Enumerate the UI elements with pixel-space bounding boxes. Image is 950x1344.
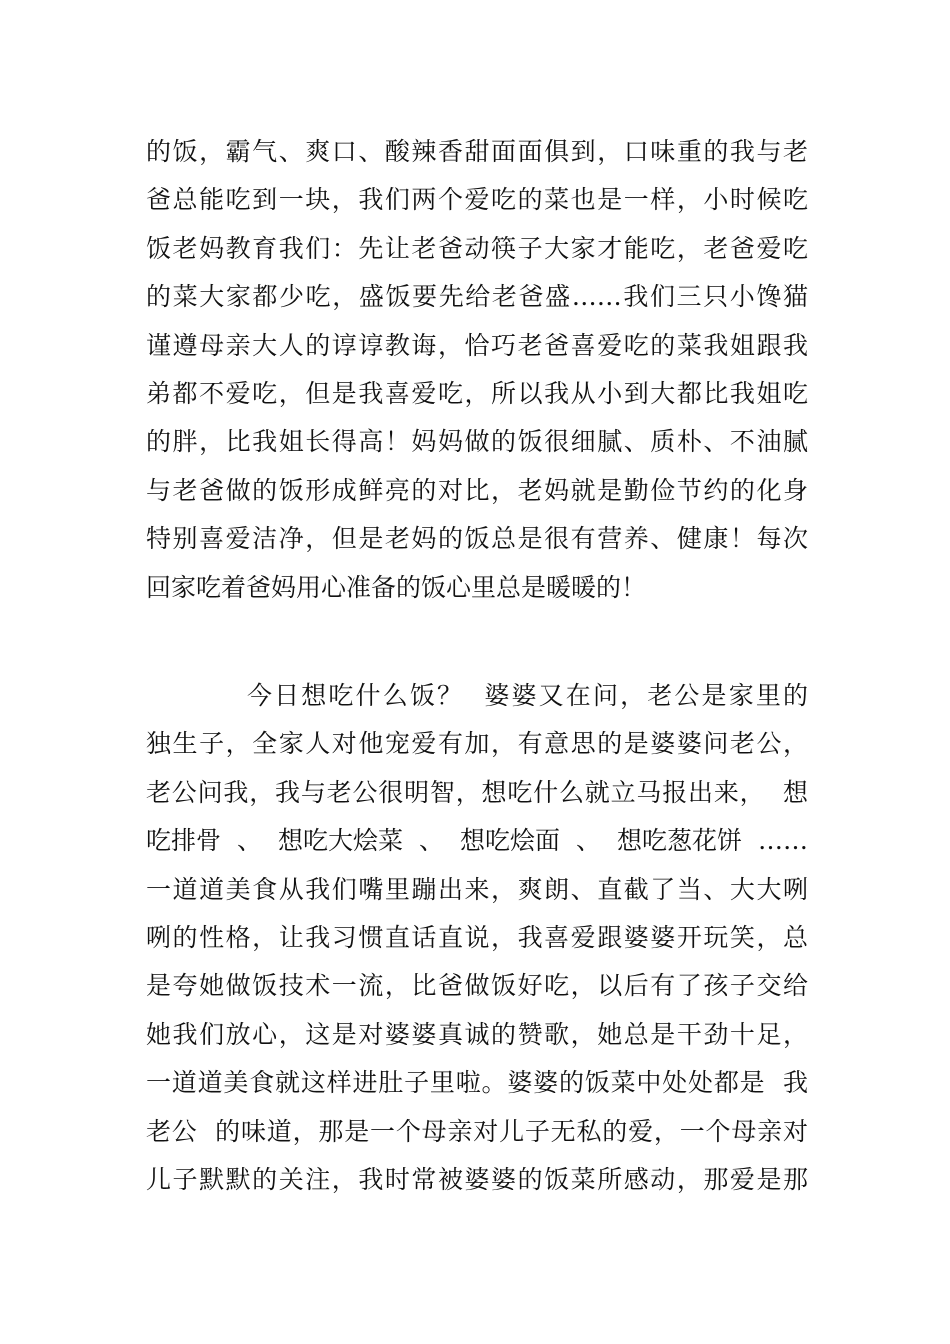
text-line: 的菜大家都少吃，盛饭要先给老爸盛……我们三只小馋猫 [146, 282, 808, 312]
text-line: 独生子，全家人对他宠爱有加，有意思的是婆婆问老公， [146, 729, 808, 759]
text-line: 弟都不爱吃，但是我喜爱吃，所以我从小到大都比我姐吃 [146, 378, 808, 408]
paragraph-1 [146, 128, 808, 612]
text-line: 她我们放心，这是对婆婆真诚的赞歌，她总是干劲十足， [146, 1019, 808, 1049]
text-line: 老公问我，我与老公很明智，想吃什么就立马报出来， 想 [146, 777, 808, 807]
text-line: 的饭，霸气、爽口、酸辣香甜面面俱到，口味重的我与老 [146, 137, 808, 166]
paragraph-2 [146, 672, 808, 1204]
text-line: 谨遵母亲大人的谆谆教诲，恰巧老爸喜爱吃的菜我姐跟我 [146, 330, 808, 360]
text-line: 咧的性格，让我习惯直话直说，我喜爱跟婆婆开玩笑，总 [146, 922, 808, 952]
text-line: 是夸她做饭技术一流，比爸做饭好吃，以后有了孩子交给 [146, 971, 808, 1001]
text-line: 特别喜爱洁净，但是老妈的饭总是很有营养、健康！每次 [146, 524, 808, 554]
text-line: 老公 的味道，那是一个母亲对儿子无私的爱，一个母亲对 [146, 1116, 808, 1146]
text-line: 爸总能吃到一块，我们两个爱吃的菜也是一样，小时候吃 [146, 185, 808, 215]
text-line: 今日想吃什么饭？ 婆婆又在问，老公是家里的 [146, 681, 808, 710]
text-line: 回家吃着爸妈用心准备的饭心里总是暖暖的！ [146, 572, 647, 602]
text-line: 一道道美食就这样进肚子里啦。婆婆的饭菜中处处都是 我 [146, 1068, 808, 1098]
text-line: 与老爸做的饭形成鲜亮的对比，老妈就是勤俭节约的化身 [146, 475, 808, 505]
text-line: 一道道美食从我们嘴里蹦出来，爽朗、直截了当、大大咧 [146, 874, 808, 904]
text-line: 饭老妈教育我们：先让老爸动筷子大家才能吃，老爸爱吃 [146, 233, 808, 263]
text-line: 儿子默默的关注，我时常被婆婆的饭菜所感动，那爱是那 [146, 1164, 808, 1194]
text-line: 吃排骨 、 想吃大烩菜 、 想吃烩面 、 想吃葱花饼 …… [146, 826, 808, 856]
text-line: 的胖，比我姐长得高！妈妈做的饭很细腻、质朴、不油腻 [146, 427, 808, 457]
